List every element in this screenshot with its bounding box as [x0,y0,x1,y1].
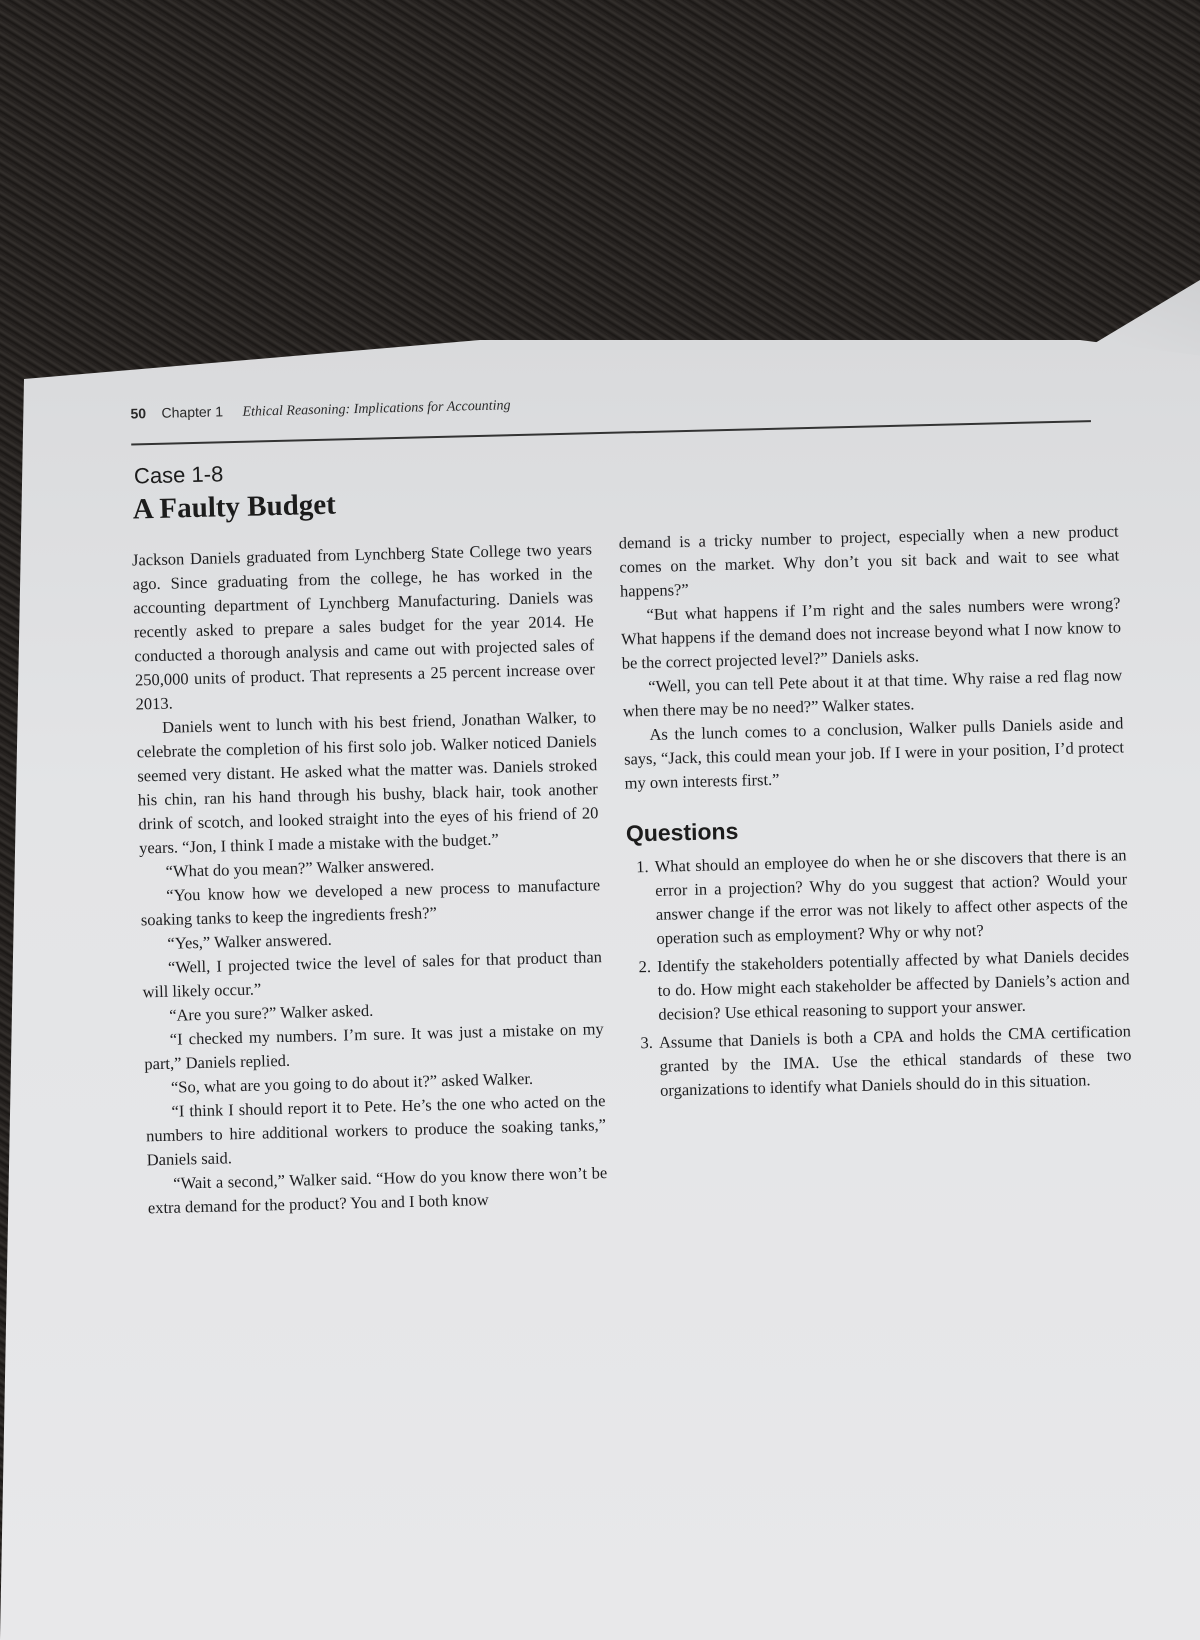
case-label: Case 1-8 [133,461,224,489]
header-rule [131,420,1091,445]
paragraph: As the lunch comes to a conclusion, Walker pulls Daniels aside and says, “Jack, this could mean your job. If I were in your position, I’d protect my own interests first.” [623,713,1125,793]
chapter-title: Ethical Reasoning: Implications for Accounting [242,398,511,420]
question-item: 1. What should an employee do when he or she discovers that there is an error in a projection? Why do you suggest that action? Would your answer change if the error was not likely to affect other aspects of the operation such as employment? Why or why not? [652,843,1128,951]
paragraph: “Well, I projected twice the level of sales for that product than will likely occur.” [142,947,603,1002]
paragraph: “Yes,” Walker answered. [167,929,332,953]
paragraph: “What do you mean?” Walker answered. [165,855,435,881]
questions-heading: Questions [625,817,739,847]
question-item: 3. Assume that Daniels is both a CPA and holds the CMA certification granted by the IMA. Use the ethical standards of these two organizations to identify what Daniels should do in this situation. [657,1019,1133,1103]
paragraph: “But what happens if I’m right and the sales numbers were wrong? What happens if the demand does not increase beyond what I now know to be the correct projected level?” Daniels asks. [620,593,1122,673]
paragraph: “I checked my numbers. I’m sure. It was just a mistake on my part,” Daniels replied. [144,1019,604,1074]
case-title: A Faulty Budget [132,488,337,526]
question-item: 2. Identify the stakeholders potentially affected by what Daniels decides to do. How might each stakeholder be affected by Daniels’s action and decision? Use ethical reasoning to support your answer. [655,943,1131,1027]
paragraph: Jackson Daniels graduated from Lynchberg State College two years ago. Since graduating from the college, he has worked in the accounting department of Lynchberg Manufacturing. Daniels was recently asked to prepare a sales budget for the year 2014. He conducted a thorough analysis and came out with projected sales of 250,000 units of product. That represents a 25 percent increase over 2013. [131,539,596,714]
paragraph: “Well, you can tell Pete about it at that time. Why raise a red flag now when there may be no need?” Walker states. [622,665,1123,721]
right-column [619,519,1133,1107]
left-column [132,537,608,1220]
paragraph: “Are you sure?” Walker asked. [168,1000,374,1025]
paragraph: Daniels went to lunch with his best friend, Jonathan Walker, to celebrate the completion of his first solo job. Walker noticed Daniels seemed very distant. He asked what the matter was. Daniels stroked his chin, ran his hand through his bushy, black hair, took another drink of scotch, and looked straight into the eyes of his friend of 20 years. “Jon, I think I made a mistake with the budget.” [136,707,599,858]
paragraph: “I think I should report it to Pete. He’s the one who acted on the numbers to hire additional workers to produce the soaking tanks,” Daniels said. [145,1091,607,1170]
paragraph: “Wait a second,” Walker said. “How do you know there won’t be extra demand for the product? You and I both know [147,1163,608,1218]
paragraph: “You know how we developed a new process to manufacture soaking tanks to keep the ingredients fresh?” [140,875,601,930]
chapter-label: Chapter 1 [161,403,224,421]
paragraph: demand is a tricky number to project, especially when a new product comes on the market. Why don’t you sit back and wait to see what happens?” [618,521,1120,601]
paragraph: “So, what are you going to do about it?” asked Walker. [170,1068,534,1097]
page-number: 50 [130,405,147,422]
page-content [70,369,1171,1255]
questions-list [626,843,1132,1103]
